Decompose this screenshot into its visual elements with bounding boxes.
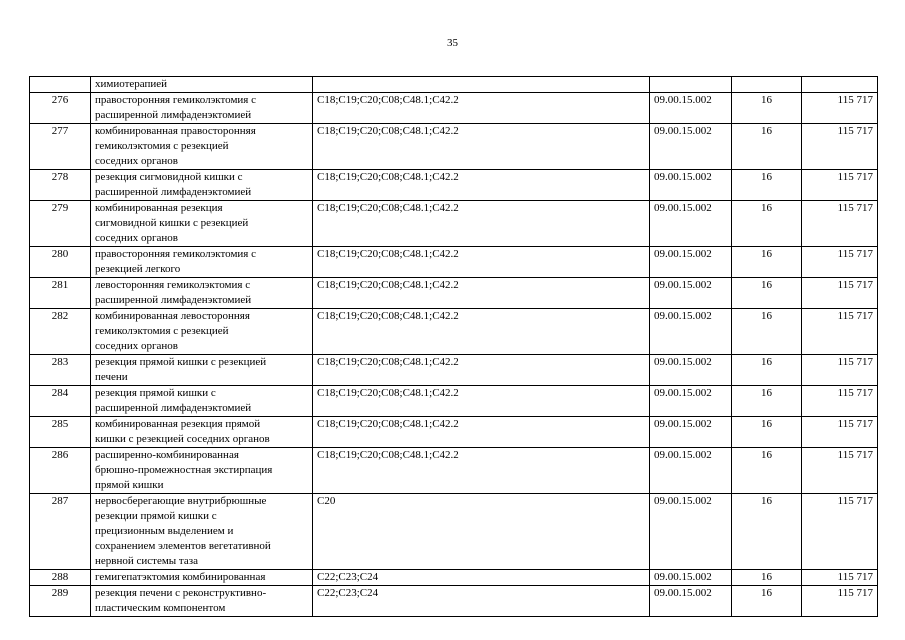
model-code: 09.00.15.002 [650, 201, 732, 247]
diagnosis-codes: C18;C19;C20;C08;C48.1;C42.2 [313, 309, 650, 355]
procedure-name [91, 170, 313, 201]
procedure-name-line: соседних органов [95, 340, 179, 352]
procedure-name-line: резекция прямой кишки с резекцией [95, 356, 267, 368]
model-code: 09.00.15.002 [650, 309, 732, 355]
procedure-name [91, 247, 313, 278]
procedure-name-line: сигмовидной кишки с резекцией [95, 217, 249, 229]
continuation-codes-cell [313, 77, 650, 93]
procedure-name-line: резекция прямой кишки с [95, 387, 216, 399]
table-row [30, 570, 878, 586]
procedure-name-line: пластическим компонентом [95, 602, 226, 614]
procedure-name-line: прецизионным выделением и [95, 525, 234, 537]
continuation-group-cell [732, 77, 802, 93]
table-row [30, 586, 878, 617]
row-number: 281 [30, 278, 91, 309]
procedure-name-line: резекция печени с реконструктивно- [95, 587, 267, 599]
cost-value: 115 717 [802, 309, 878, 355]
procedures-table [29, 76, 878, 617]
cost-value: 115 717 [802, 355, 878, 386]
model-code: 09.00.15.002 [650, 586, 732, 617]
row-number: 285 [30, 417, 91, 448]
table-row [30, 247, 878, 278]
diagnosis-codes: C18;C19;C20;C08;C48.1;C42.2 [313, 386, 650, 417]
diagnosis-codes: C18;C19;C20;C08;C48.1;C42.2 [313, 201, 650, 247]
procedure-name-line: нервной системы таза [95, 555, 198, 567]
row-number: 278 [30, 170, 91, 201]
continuation-num-cell [30, 77, 91, 93]
table-row [30, 201, 878, 247]
procedure-name-line: нервосберегающие внутрибрюшные [95, 495, 267, 507]
procedure-name-line: левосторонняя гемиколэктомия с [95, 279, 251, 291]
table-row [30, 93, 878, 124]
procedure-name-line: соседних органов [95, 232, 179, 244]
group-number: 16 [732, 309, 802, 355]
group-number: 16 [732, 278, 802, 309]
table-row [30, 124, 878, 170]
model-code: 09.00.15.002 [650, 386, 732, 417]
diagnosis-codes: C18;C19;C20;C08;C48.1;C42.2 [313, 124, 650, 170]
procedure-name [91, 448, 313, 494]
table-row [30, 448, 878, 494]
model-code: 09.00.15.002 [650, 448, 732, 494]
row-number: 283 [30, 355, 91, 386]
cost-value: 115 717 [802, 570, 878, 586]
procedure-name-line: расширенно-комбинированная [95, 449, 239, 461]
procedure-name-line: расширенной лимфаденэктомией [95, 402, 252, 414]
cost-value: 115 717 [802, 247, 878, 278]
model-code: 09.00.15.002 [650, 170, 732, 201]
group-number: 16 [732, 417, 802, 448]
procedure-name-line: гемиколэктомия с резекцией [95, 140, 229, 152]
procedure-name-line: гемиколэктомия с резекцией [95, 325, 229, 337]
procedure-name-line: комбинированная резекция прямой [95, 418, 261, 430]
continuation-model-cell [650, 77, 732, 93]
model-code: 09.00.15.002 [650, 124, 732, 170]
procedure-name [91, 586, 313, 617]
group-number: 16 [732, 494, 802, 570]
diagnosis-codes: C18;C19;C20;C08;C48.1;C42.2 [313, 278, 650, 309]
diagnosis-codes: C22;C23;C24 [313, 586, 650, 617]
procedure-name-line: гемигепатэктомия комбинированная [95, 571, 266, 583]
group-number: 16 [732, 570, 802, 586]
table-row [30, 170, 878, 201]
diagnosis-codes: C20 [313, 494, 650, 570]
model-code: 09.00.15.002 [650, 417, 732, 448]
cost-value: 115 717 [802, 124, 878, 170]
diagnosis-codes: C18;C19;C20;C08;C48.1;C42.2 [313, 355, 650, 386]
model-code: 09.00.15.002 [650, 247, 732, 278]
cost-value: 115 717 [802, 170, 878, 201]
table-row [30, 309, 878, 355]
diagnosis-codes: C18;C19;C20;C08;C48.1;C42.2 [313, 170, 650, 201]
group-number: 16 [732, 124, 802, 170]
procedure-name-line: прямой кишки [95, 479, 164, 491]
group-number: 16 [732, 386, 802, 417]
table-row-continuation [30, 77, 878, 93]
diagnosis-codes: C18;C19;C20;C08;C48.1;C42.2 [313, 247, 650, 278]
row-number: 276 [30, 93, 91, 124]
row-number: 280 [30, 247, 91, 278]
row-number: 287 [30, 494, 91, 570]
table-body [30, 77, 878, 617]
procedure-name-line: сохранением элементов вегетативной [95, 540, 271, 552]
procedure-name [91, 570, 313, 586]
procedure-name-line: комбинированная левосторонняя [95, 310, 250, 322]
group-number: 16 [732, 355, 802, 386]
procedure-name [91, 201, 313, 247]
group-number: 16 [732, 170, 802, 201]
cost-value: 115 717 [802, 586, 878, 617]
row-number: 288 [30, 570, 91, 586]
procedure-name-line: комбинированная правосторонняя [95, 125, 256, 137]
page-number: 35 [447, 37, 458, 49]
procedure-name-line: резекция сигмовидной кишки с [95, 171, 243, 183]
procedure-name-line: расширенной лимфаденэктомией [95, 109, 252, 121]
procedure-name [91, 355, 313, 386]
table-row [30, 494, 878, 570]
procedure-name [91, 417, 313, 448]
procedure-name [91, 93, 313, 124]
continuation-cost-cell [802, 77, 878, 93]
procedure-name-line: кишки с резекцией соседних органов [95, 433, 270, 445]
table-row [30, 278, 878, 309]
cost-value: 115 717 [802, 494, 878, 570]
row-number: 284 [30, 386, 91, 417]
procedure-name [91, 278, 313, 309]
diagnosis-codes: C18;C19;C20;C08;C48.1;C42.2 [313, 448, 650, 494]
model-code: 09.00.15.002 [650, 278, 732, 309]
model-code: 09.00.15.002 [650, 355, 732, 386]
procedure-name [91, 124, 313, 170]
procedure-name-line: печени [95, 371, 128, 383]
table-row [30, 417, 878, 448]
procedure-name-line: правосторонняя гемиколэктомия с [95, 94, 256, 106]
group-number: 16 [732, 201, 802, 247]
procedure-name-line: комбинированная резекция [95, 202, 223, 214]
model-code: 09.00.15.002 [650, 570, 732, 586]
procedure-name [91, 494, 313, 570]
cost-value: 115 717 [802, 93, 878, 124]
row-number: 282 [30, 309, 91, 355]
row-number: 289 [30, 586, 91, 617]
continuation-name: химиотерапией [95, 78, 168, 90]
cost-value: 115 717 [802, 201, 878, 247]
table-row [30, 355, 878, 386]
group-number: 16 [732, 93, 802, 124]
cost-value: 115 717 [802, 417, 878, 448]
procedure-name-line: резекции прямой кишки с [95, 510, 217, 522]
procedure-name [91, 386, 313, 417]
procedure-name [91, 309, 313, 355]
procedure-name-line: расширенной лимфаденэктомией [95, 186, 252, 198]
row-number: 286 [30, 448, 91, 494]
continuation-name-cell [91, 77, 313, 93]
model-code: 09.00.15.002 [650, 93, 732, 124]
procedure-name-line: расширенной лимфаденэктомией [95, 294, 252, 306]
diagnosis-codes: C18;C19;C20;C08;C48.1;C42.2 [313, 417, 650, 448]
cost-value: 115 717 [802, 278, 878, 309]
model-code: 09.00.15.002 [650, 494, 732, 570]
cost-value: 115 717 [802, 448, 878, 494]
row-number: 277 [30, 124, 91, 170]
table-row [30, 386, 878, 417]
diagnosis-codes: C22;C23;C24 [313, 570, 650, 586]
procedure-name-line: соседних органов [95, 155, 179, 167]
procedure-name-line: резекцией легкого [95, 263, 181, 275]
group-number: 16 [732, 247, 802, 278]
group-number: 16 [732, 586, 802, 617]
cost-value: 115 717 [802, 386, 878, 417]
diagnosis-codes: C18;C19;C20;C08;C48.1;C42.2 [313, 93, 650, 124]
procedure-name-line: брюшно-промежностная экстирпация [95, 464, 273, 476]
procedure-name-line: правосторонняя гемиколэктомия с [95, 248, 256, 260]
group-number: 16 [732, 448, 802, 494]
row-number: 279 [30, 201, 91, 247]
